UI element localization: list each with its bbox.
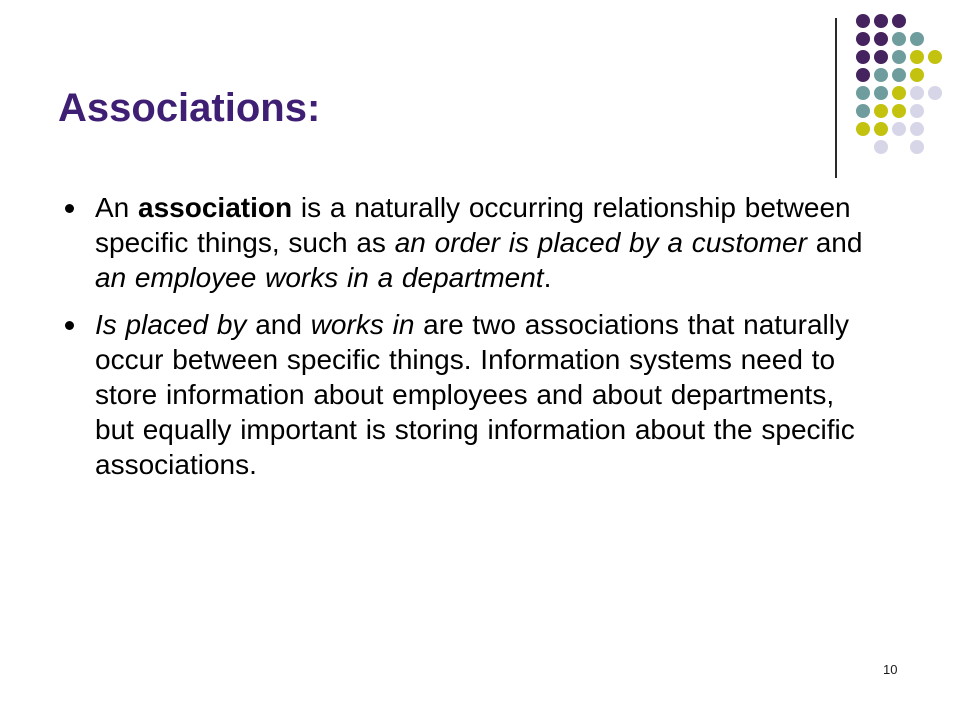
decorative-dot-yellow <box>874 104 888 118</box>
bullet-text-run: are two associations that naturally occur between specific things. Information systems need to store information about employees and about departments, but equally important is storing information about the specific associations. <box>95 309 855 480</box>
decorative-dot-yellow <box>910 68 924 82</box>
bullet-item <box>60 190 870 295</box>
decorative-dot-teal <box>892 68 906 82</box>
decorative-dot-purple <box>874 50 888 64</box>
decorative-dot-purple <box>856 14 870 28</box>
decorative-dot-teal <box>874 68 888 82</box>
decorative-dot-yellow <box>856 122 870 136</box>
decorative-dot-purple <box>856 32 870 46</box>
slide-title: Associations: <box>58 86 321 130</box>
bullet-text-run: An <box>95 192 139 223</box>
decorative-dot-lavender <box>910 122 924 136</box>
bullet-text-run: works in <box>310 309 415 340</box>
decorative-dot-lavender <box>910 86 924 100</box>
decorative-dot-yellow <box>892 86 906 100</box>
decorative-dot-lavender <box>910 104 924 118</box>
decorative-divider-line <box>835 18 837 178</box>
decorative-dot-purple <box>856 50 870 64</box>
decorative-dot-yellow <box>892 104 906 118</box>
page-number: 10 <box>883 662 898 677</box>
bullet-text-run: Is placed by <box>95 309 247 340</box>
decorative-dot-purple <box>874 14 888 28</box>
bullet-text-run: and <box>806 227 863 258</box>
decorative-dot-yellow <box>910 50 924 64</box>
decorative-dot-teal <box>856 86 870 100</box>
decorative-dot-purple <box>874 32 888 46</box>
decorative-dot-lavender <box>910 140 924 154</box>
bullet-text-run: and <box>246 309 311 340</box>
bullet-text-run: association <box>138 192 293 223</box>
decorative-dot-teal <box>892 32 906 46</box>
bullet-item <box>60 307 870 482</box>
decorative-dot-lavender <box>928 86 942 100</box>
decorative-dot-teal <box>874 86 888 100</box>
decorative-dot-lavender <box>892 122 906 136</box>
decorative-dot-yellow <box>928 50 942 64</box>
decorative-dot-purple <box>892 14 906 28</box>
decorative-dot-lavender <box>874 140 888 154</box>
bullet-text-run: . <box>543 262 552 293</box>
decorative-dot-yellow <box>874 122 888 136</box>
bullet-text-run: an order is placed by a customer <box>394 227 807 258</box>
bullet-dot-icon <box>65 204 74 213</box>
bullet-text-run: an employee works in a department <box>95 262 544 293</box>
bullet-dot-icon <box>65 321 74 330</box>
decorative-dot-teal <box>892 50 906 64</box>
bullet-list <box>60 190 870 482</box>
decorative-dot-purple <box>856 68 870 82</box>
bullet-text-run: is a naturally occurring relationship between specific things, such as <box>95 192 851 258</box>
decorative-dot-teal <box>910 32 924 46</box>
decorative-dot-teal <box>856 104 870 118</box>
